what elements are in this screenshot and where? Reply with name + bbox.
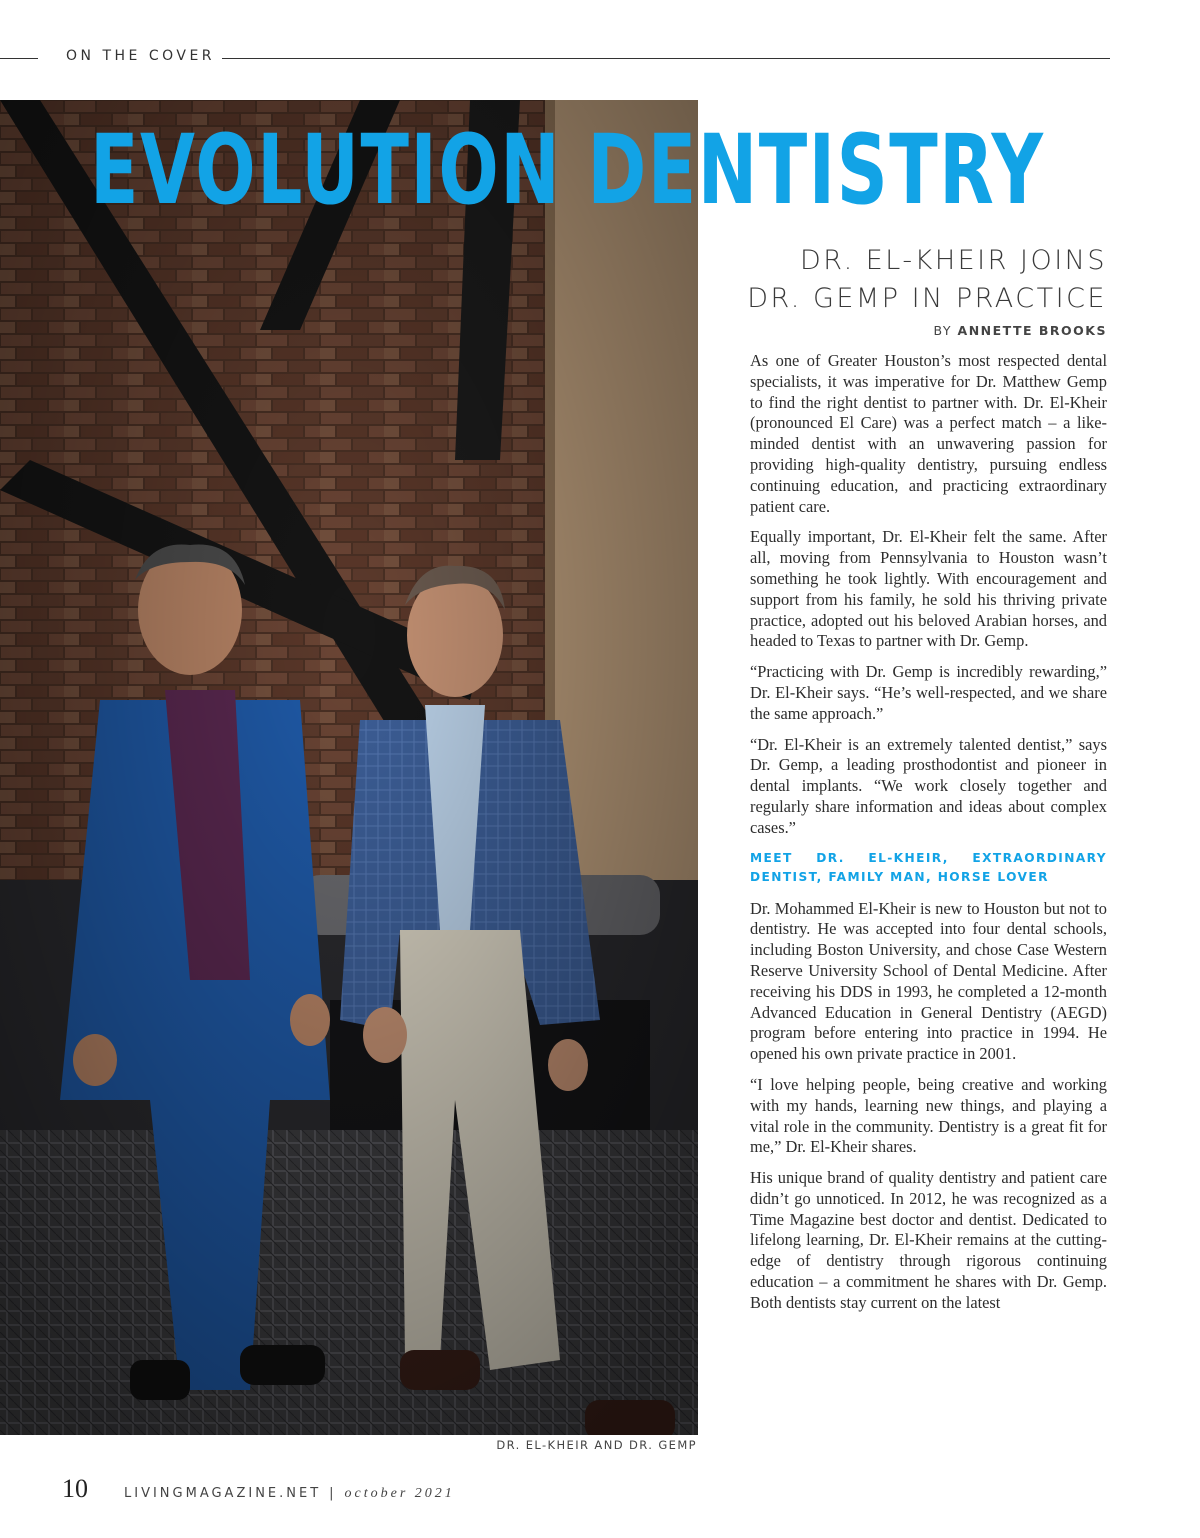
header-rule-right bbox=[222, 58, 1110, 59]
headline: EVOLUTION DENTISTRY bbox=[90, 114, 1045, 226]
paragraph: “Practicing with Dr. Gemp is incredibly rewarding,” Dr. El-Kheir says. “He’s well-respected, and we share the same approach.” bbox=[750, 662, 1107, 723]
byline bbox=[934, 323, 1107, 338]
byline-prefix: BY bbox=[933, 323, 953, 338]
paragraph: Dr. Mohammed El-Kheir is new to Houston but not to dentistry. He was accepted into four dental schools, including Boston University, and chose Case Western Reserve University School of Dental Medicine. After receiving his DDS in 1993, he completed a 12-month Advanced Education in General Dentistry (AEGD) program before entering into practice in 1994. He opened his own private practice in 2001. bbox=[750, 898, 1107, 1064]
footer bbox=[124, 1486, 455, 1502]
section-label: ON THE COVER bbox=[66, 48, 216, 64]
paragraph: “Dr. El-Kheir is an extremely talented dentist,” says Dr. Gemp, a leading prosthodontist and pioneer in dental implants. “We work closely together and regularly share information and ideas about complex cases.” bbox=[750, 734, 1107, 837]
footer-issue: october 2021 bbox=[344, 1486, 455, 1501]
author-name: ANNETTE BROOKS bbox=[957, 323, 1107, 338]
footer-site: LIVINGMAGAZINE.NET bbox=[124, 1486, 322, 1501]
paragraph: Equally important, Dr. El-Kheir felt the same. After all, moving from Pennsylvania to Houston wasn’t something he took lightly. With encouragement and support from his family, he sold his thriving private practice, adopted out his beloved Arabian horses, and headed to Texas to partner with Dr. Gemp. bbox=[750, 527, 1107, 651]
page-number: 10 bbox=[62, 1474, 88, 1503]
subtitle-line-2: DR. GEMP IN PRACTICE bbox=[747, 283, 1107, 314]
paragraph: As one of Greater Houston’s most respected dental specialists, it was imperative for Dr. Matthew Gemp to find the right dentist to partner with. Dr. El-Kheir (pronounced El Care) was a perfect match – a like-minded dentist with an unwavering passion for providing high-quality dentistry, pursuing endless continuing education, and practicing extraordinary patient care. bbox=[750, 351, 1107, 516]
article-body bbox=[750, 351, 1107, 1324]
cover-photo bbox=[0, 100, 698, 1435]
subtitle bbox=[687, 242, 1107, 318]
photo-caption: DR. EL-KHEIR AND DR. GEMP bbox=[496, 1438, 697, 1452]
subtitle-line-1: DR. EL-KHEIR JOINS bbox=[799, 245, 1107, 276]
section-subheading: MEET DR. EL-KHEIR, EXTRAORDINARY DENTIST, FAMILY MAN, HORSE LOVER bbox=[750, 850, 1107, 884]
paragraph: “I love helping people, being creative and working with my hands, learning new things, and playing a vital role in the community. Dentistry is a great fit for me,” Dr. El-Kheir shares. bbox=[750, 1074, 1107, 1157]
footer-separator: | bbox=[329, 1486, 337, 1501]
header-rule-left bbox=[0, 58, 38, 59]
paragraph: His unique brand of quality dentistry and patient care didn’t go unnoticed. In 2012, he was recognized as a Time Magazine best doctor and dentist. Dedicated to lifelong learning, Dr. El-Kheir remains at the cutting-edge of dentistry through rigorous continuing education – a commitment he shares with Dr. Gemp. Both dentists stay current on the latest bbox=[750, 1168, 1107, 1312]
